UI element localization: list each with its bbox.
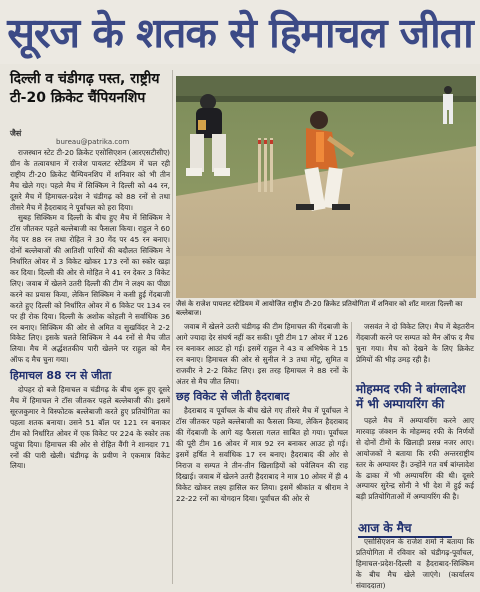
col3-paragraph-1: जसवंत ने दो विकेट लिए। मैच में बेहतरीन गेंदबाजी करने पर सम्पत को मैन ऑफ द मैच चुना गया। मैच को देखने के लिए क्रिकेट प्रेमियों की भीड़ उमड़ रही है। <box>356 322 474 364</box>
col1-paragraph-1: राजस्थान स्टेट टी-20 क्रिकेट एसोसिएशन (आरएसटीसीए) ग्रीन के तत्वावधान में राजेश पायलट स्टेडियम में चल रही राष्ट्रीय टी-20 क्रिकेट चैम्पियनशिप में शनिवार को भी तीन मैच खेले गए। पहले मैच में सिक्किम ने दिल्ली को 44 रन, दूसरे मैच में हिमाचल-प्रदेश ने चंडीगढ़ को 88 रनों से तथा तीसरे मैच में हैदराबाद ने पूर्वांचल को हरा दिया। <box>10 148 170 212</box>
column-divider-1 <box>172 70 173 584</box>
col1-paragraph-3: दोपहर दो बजे हिमाचल व चंडीगढ़ के बीच शुरू हुए दूसरे मैच में हिमाचल ने टॉस जीतकर पहले बल्लेबाजी की। इसमें सूरजकुमार ने विस्फोटक बल्लेबाजी करते हुए प्रतियोगिता का पहला शतक बनाया। उसने 51 बॉल पर 121 रन बनाकर टीम को निर्धारित ओवर में एक विकेट पर 224 के स्कोर तक पहुंचा दिया। हिमाचल की ओर से रोहित वैंगी ने शानदार 71 रनों की पारी खेली। चंडीगढ़ के प्रवीण ने एकमात्र विकेट लिया। <box>10 385 170 471</box>
col2-section-heading: छह विकेट से जीती हैदराबाद <box>176 390 290 404</box>
col1-section-heading: हिमाचल 88 रन से जीता <box>10 369 112 383</box>
article-column-3-top <box>356 322 474 380</box>
stumps <box>258 138 273 192</box>
article-column-3-middle <box>356 416 474 516</box>
col3-section-heading: मोहम्मद रफी ने बांग्लादेश में भी अम्पायरिंग की <box>356 382 466 411</box>
article-column-3-bottom <box>356 537 474 590</box>
article-column-1 <box>10 148 170 584</box>
cricket-match-photo <box>176 76 476 298</box>
photo-caption: जैसं के राजेश पायलट स्टेडियम में आयोजित राष्ट्रीय टी-20 क्रिकेट प्रतियोगिता में शनिवार को शॉट मारता दिल्ली का बल्लेबाज। <box>176 300 463 317</box>
col2-paragraph-2: हैदराबाद व पूर्वांचल के बीच खेले गए तीसरे मैच में पूर्वांचल ने टॉस जीतकर पहले बल्लेबाजी का फैसला किया, लेकिन हैदराबाद की गेंदबाजी के आगे यह फैसला गलत साबित हो गया। पूर्वांचल की पूरी टीम 16 ओवर में मात्र 92 रन बनाकर आउट हो गई। इसमें हर्षित ने सर्वाधिक 17 रन बनाए। हैदराबाद की ओर से निराज व सम्पत ने तीन-तीन खिलाड़ियों को पवेलियन की राह दिखाई। जवाब में खेलने उतरी हैदराबाद ने मात्र 10 ओवर में ही 4 विकेट खोकर लक्ष्य हासिल कर लिया। इसमें श्रीकांत व श्रीराम ने 22-22 रनों का योगदान दिया। पूर्वांचल की ओर से <box>176 406 348 503</box>
subheadline: दिल्ली व चंडीगढ़ पस्त, राष्ट्रीय टी-20 क्रिकेट चैंपियनशिप <box>10 71 160 106</box>
col2-paragraph-1: जवाब में खेलने उतरी चंडीगढ़ की टीम हिमाचल की गेंदबाजी के आगे ज्यादा देर संघर्ष नहीं कर सकी। पूरी टीम 17 ओवर में 126 रन बनाकर आउट हो गई। इसमें राहुल ने 43 व अभिषेक ने 15 रन बनाए। हिमाचल की ओर से सुनील ने 3 तथा मोंटू, सुमित व राजवीर ने 2-2 विकेट लिए। इस तरह हिमाचल ने 88 रनों के अंतर से मैच जीत लिया। <box>176 322 348 386</box>
col3-paragraph-2: पहले मैच में अम्पायरिंग करने आए मारवाड़ जंक्शन के मोहम्मद रफी के निर्णयों से दोनों टीमों के खिलाड़ी प्रसन्न नजर आए। आयोजकों ने बताया कि रफी अन्तरराष्ट्रीय स्तर के अम्पायर हैं। उन्होंने गत वर्ष बांग्लादेश के ढाका में भी अम्पायरिंग की थी। दूसरे अम्पायर सुरेन्द्र सोनी ने भी देश में हुई कई बड़ी प्रतियोगिताओं में अम्पायरिंग की है। <box>356 416 474 502</box>
headline: सूरज के शतक से हिमाचल जीता <box>0 0 480 64</box>
col1-paragraph-2: सुबह सिक्किम व दिल्ली के बीच हुए मैच में सिक्किम ने टॉस जीतकर पहले बल्लेबाजी का फैसला किया। राहुल ने 60 गेंद पर 88 रन तथा रोहित ने 30 गेंद पर 45 रन बनाए। दोनों बल्लेबाजों की आतिशी पारियों की बदौलत सिक्किम ने निर्धारित ओवर में 3 विकेट खोकर 173 रनों का स्कोर खड़ा कर दिया। दिल्ली की ओर से मोहित ने 41 रन देकर 3 विकेट लिए। जवाब में खेलने उतरी दिल्ली की टीम ने लक्ष्य का पीछा करने का प्रयास किया, लेकिन सिक्किम ने कसी हुई गेंदबाजी करते हुए दिल्ली को निर्धारित ओवर में 6 विकेट पर 134 रन पर ही रोक दिया। दिल्ली के अशोक कोहली ने सर्वाधिक 36 रन बनाए। सिक्किम की ओर से अमित व सुखविंदर ने 2-2 विकेट लिए। इसके चलते सिक्किम ने 44 रनों से मैच जीत लिया। मैच में अर्द्धशतकीय पारी खेलने पर राहुल को मैन ऑफ द मैच चुना गया। <box>10 213 170 365</box>
byline-email: bureau@patrika.com <box>56 138 130 146</box>
column-divider-2 <box>351 322 352 584</box>
todays-matches-heading: आज के मैच <box>358 519 452 538</box>
photo-illustration <box>176 76 476 298</box>
article-column-2 <box>176 322 348 584</box>
col3-paragraph-3: एसोसिएशन के राजेश शर्मा ने बताया कि प्रतियोगिता में रविवार को चंडीगढ़-पूर्वांचल, हिमाचल-प्रदेश-दिल्ली व हैदराबाद-सिक्किम के बीच मैच खेले जाएंगे। (कार्यालय संवाददाता) <box>356 537 474 590</box>
dateline-city: जैसं <box>10 129 22 138</box>
